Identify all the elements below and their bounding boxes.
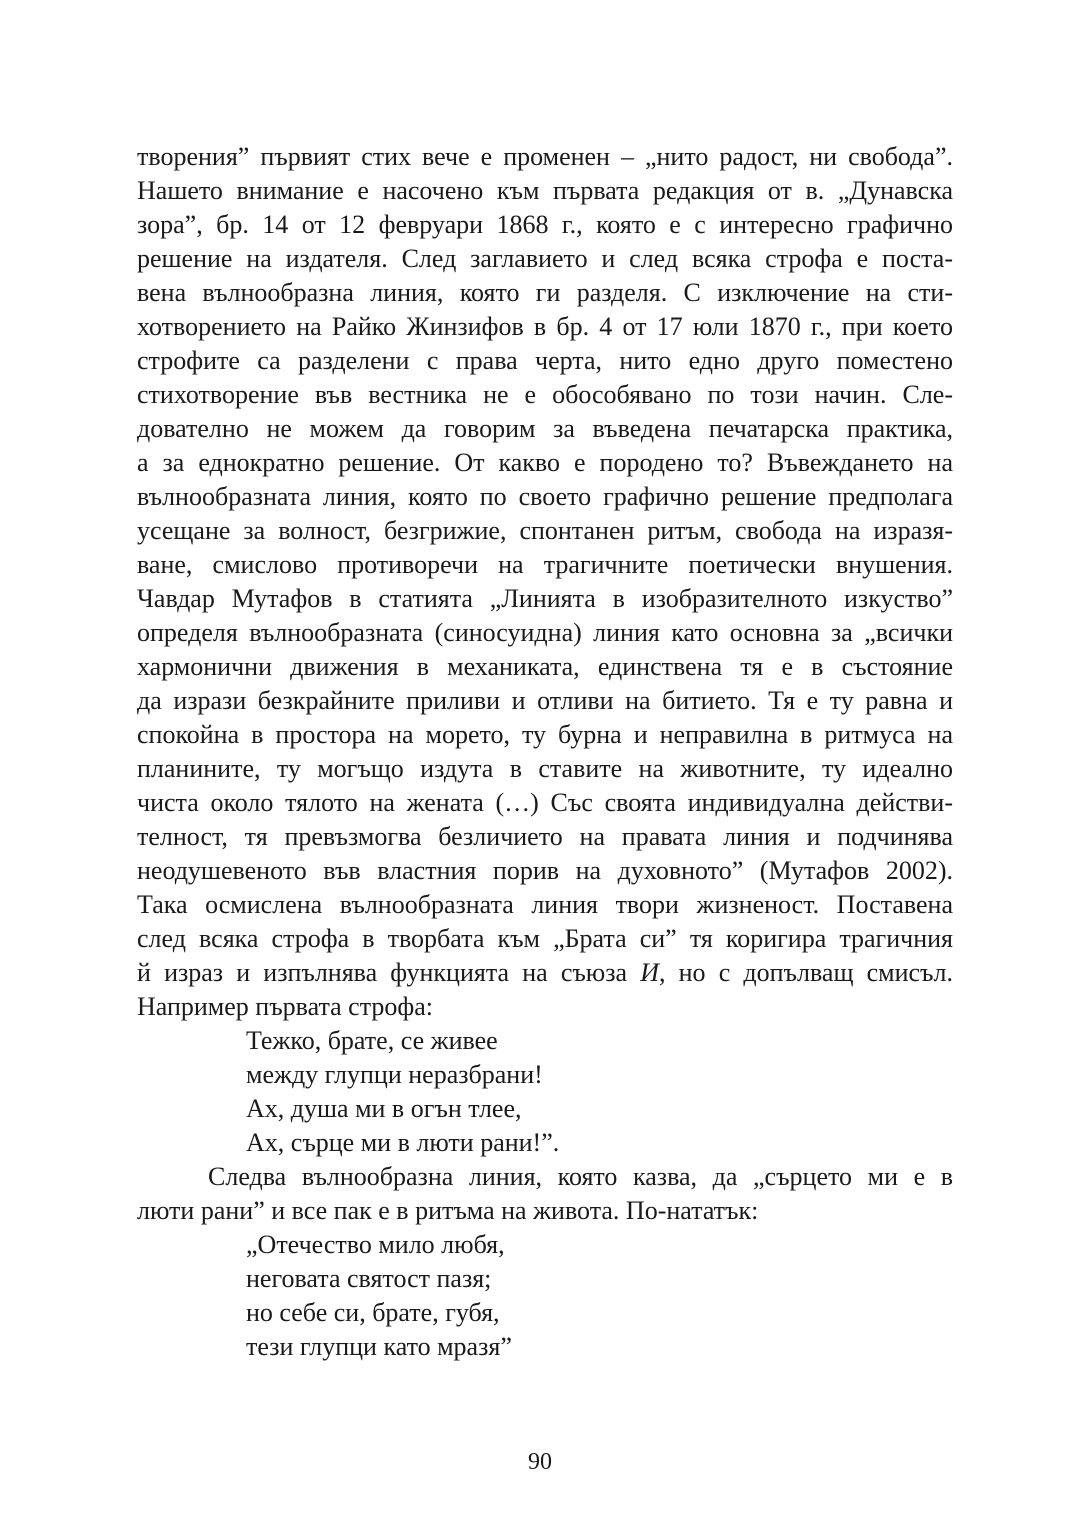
- verse-line: Ах, душа ми в огън тлее,: [246, 1094, 522, 1123]
- text-line: определя вълнообразната (синосуидна) линия като основна за „всички: [137, 618, 953, 647]
- text-line: а за еднократно решение. От какво е породено то? Въвеждането на: [137, 448, 953, 477]
- text-line: след всяка строфа в творбата към „Брата си” тя коригира трагичния: [137, 924, 953, 953]
- text-line: люти рани” и все пак е в ритъма на живота. По-нататък:: [137, 1196, 759, 1225]
- verse-stanza-2: [137, 1228, 953, 1364]
- page-body: [137, 140, 953, 1364]
- paragraph-main: [137, 140, 953, 1024]
- text-line: хотворението на Райко Жинзифов в бр. 4 от 17 юли 1870 г., при което: [137, 312, 953, 341]
- verse-line: между глупци неразбрани!: [246, 1060, 543, 1089]
- verse-stanza-1: [137, 1024, 953, 1160]
- text-line: усещане за волност, безгрижие, спонтанен ритъм, свобода на изразя-: [137, 516, 953, 545]
- verse-line: Ах, сърце ми в люти рани!”.: [246, 1128, 560, 1157]
- text-line: неодушевеното във властния порив на духовното” (Мутафов 2002).: [137, 856, 953, 885]
- page-number: 90: [528, 1449, 552, 1475]
- text-line: стихотворение във вестника не е обособявано по този начин. Сле-: [137, 380, 953, 409]
- verse-line: тези глупци като мразя”: [246, 1332, 512, 1361]
- text-line: Например първата строфа:: [137, 992, 434, 1021]
- text-line: чиста около тялото на жената (…) Със своята индивидуална действи-: [137, 788, 953, 817]
- text-line: вълнообразната линия, която по своето графично решение предполага: [137, 482, 953, 511]
- text-line: дователно не можем да говорим за въведена печатарска практика,: [137, 414, 953, 443]
- text-line-with-italic: [137, 956, 953, 990]
- text-line: да изрази безкрайните приливи и отливи на битието. Тя е ту равна и: [137, 686, 953, 715]
- verse-line: но себе си, брате, губя,: [246, 1298, 500, 1327]
- text-line: вена вълнообразна линия, която ги разделя. С изключение на сти-: [137, 278, 953, 307]
- verse-line: неговата святост пазя;: [246, 1264, 492, 1293]
- text-line: Нашето внимание е насочено към първата редакция от в. „Дунавска: [137, 176, 953, 205]
- text-line: решение на издателя. След заглавието и след всяка строфа е поста-: [137, 244, 953, 273]
- text-line: Следва вълнообразна линия, която казва, да „сърцето ми е в: [208, 1162, 953, 1191]
- verse-line: „Отечество мило любя,: [246, 1230, 505, 1259]
- text-line: зора”, бр. 14 от 12 февруари 1868 г., която е с интересно графично: [137, 210, 953, 239]
- paragraph-second: [137, 1160, 953, 1228]
- text-line: Чавдар Мутафов в статията „Линията в изобразителното изкуство”: [137, 584, 953, 613]
- text-line: телност, тя превъзмогва безличието на правата линия и подчинява: [137, 822, 953, 851]
- italic-conjunction: И: [640, 958, 659, 987]
- text-line: спокойна в простора на морето, ту бурна и неправилна в ритмуса на: [137, 720, 953, 749]
- text-line: творения” първият стих вече е променен – „нито радост, ни свобода”.: [137, 142, 953, 171]
- text-line: хармонични движения в механиката, единствена тя е в състояние: [137, 652, 953, 681]
- text-line: Така осмислена вълнообразната линия твори жизненост. Поставена: [137, 890, 953, 919]
- text-line: строфите са разделени с права черта, нито едно друго поместено: [137, 346, 953, 375]
- text-run: й израз и изпълнява функцията на съюза: [137, 958, 641, 987]
- text-line: ване, смислово противоречи на трагичните поетически внушения.: [137, 550, 953, 579]
- text-line: планините, ту могъщо издута в ставите на животните, ту идеално: [137, 754, 953, 783]
- text-run: , но с допълващ смисъл.: [658, 958, 953, 987]
- verse-line: Тежко, брате, се живее: [246, 1026, 498, 1055]
